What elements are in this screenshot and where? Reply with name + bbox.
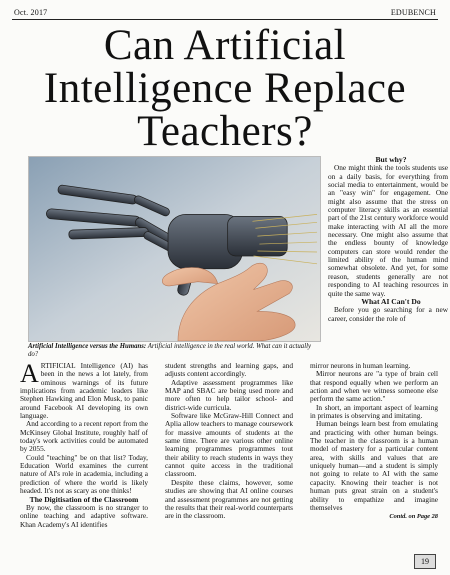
column-3	[310, 362, 438, 567]
drop-cap: A	[20, 362, 39, 388]
col2-paragraph-1: student strengths and learning gaps, and adjusts content accordingly.	[165, 362, 293, 379]
publication-name: EDUBENCH	[390, 8, 436, 17]
sidebar-column	[328, 156, 448, 323]
column-2	[165, 362, 293, 567]
col3-paragraph-3: In short, an important aspect of learning in primates is observing and imitating.	[310, 402, 438, 421]
sidebar-paragraph-2: Before you go searching for a new career, consider the role of	[328, 305, 448, 323]
col3-paragraph-4: Human beings learn best from emulating and practicing with other human beings. The teacher in the classroom is a human model of mastery for a particular content area, with skills and values that are uniquely human—and a student is simply not going to relate to AI with the same capacity. Knowing their teacher is not human puts great strain on a student's ability to empathize and imagine themselves	[310, 419, 438, 512]
article-title: Can Artificial Intelligence Replace Teachers?	[43, 22, 407, 155]
issue-date: Oct. 2017	[14, 8, 48, 17]
heading-but-why: But why?	[375, 155, 407, 164]
page-number: 19	[414, 554, 436, 569]
column-1	[20, 362, 148, 567]
figure-row	[12, 155, 448, 362]
sidebar-paragraph-1: One might think the tools students use on a daily basis, for everything from social media to entertainment, would be an "easy win" for engagement. One might also assume that the stress on computer literacy skills as an essential part of the 21st century workforce would make interacting with AI all the more necessary. One might also assume that the endless bounty of knowledge computers can store would render the limited ability of the human mind somewhat obsolete. And yet, for some reason, students generally are not responding to AI teaching resources in quite the same way.	[328, 163, 448, 298]
col3-paragraph-2: Mirror neurons are "a type of brain cell that respond equally when we perform an action and when we witness someone else perform the same action."	[310, 369, 438, 404]
photo-caption	[28, 343, 321, 359]
body-columns	[20, 362, 438, 567]
caption-lead: Artificial Intelligence versus the Humans:	[28, 343, 147, 350]
robot-and-human-hand-image	[29, 157, 320, 341]
col1-paragraph-2: And according to a recent report from the McKinsey Global Institute, roughly half of today's work activities could be automated by 2055.	[20, 419, 148, 454]
continued-on-page: Contd. on Page 28	[389, 513, 438, 521]
lead-paragraph	[20, 362, 148, 420]
col1-paragraph-3: Could "teaching" be on that list? Today, Education World examines the current nature of AI's role in academia, including a prediction of where the world is likely headed. It's not as scary as one thinks!	[20, 452, 148, 496]
col2-paragraph-3: Software like McGraw-Hill Connect and Aplia allow teachers to manage coursework for massive amounts of students at the same time. There are various other online learning programmes programmes tout their ability to reach students in ways they cannot quite access in the traditional classroom.	[165, 411, 293, 479]
caption-text: Artificial intelligence in the real world. What can it actually do?	[28, 343, 312, 358]
lead-paragraph-text: RTIFICIAL Intelligence (AI) has been in the news a lot lately, from ominous warnings of its future implications from academic leaders like Stephen Hawking and Elon Musk, to panic around Facebook AI developing its own language.	[20, 362, 148, 421]
col1-paragraph-4: By now, the classroom is no stranger to online teaching and adaptive software. Khan Academy's AI identifies	[20, 502, 148, 529]
page-header	[12, 8, 438, 20]
robot-hand-photo	[28, 156, 321, 342]
heading-digitisation: The Digitisation of the Classroom	[29, 494, 139, 504]
col3-paragraph-1: mirror neurons in human learning.	[310, 362, 411, 370]
col2-paragraph-4: Despite these claims, however, some studies are showing that AI online courses and assessment programmes are not getting the results that their real-world counterparts are in the classroom.	[165, 477, 293, 521]
heading-what-ai-cant-do: What AI Can't Do	[361, 296, 421, 306]
col2-paragraph-2: Adaptive assessment programmes like MAP and SBAC are being used more and more often to help tailor school- and district-wide curricula.	[165, 377, 293, 412]
